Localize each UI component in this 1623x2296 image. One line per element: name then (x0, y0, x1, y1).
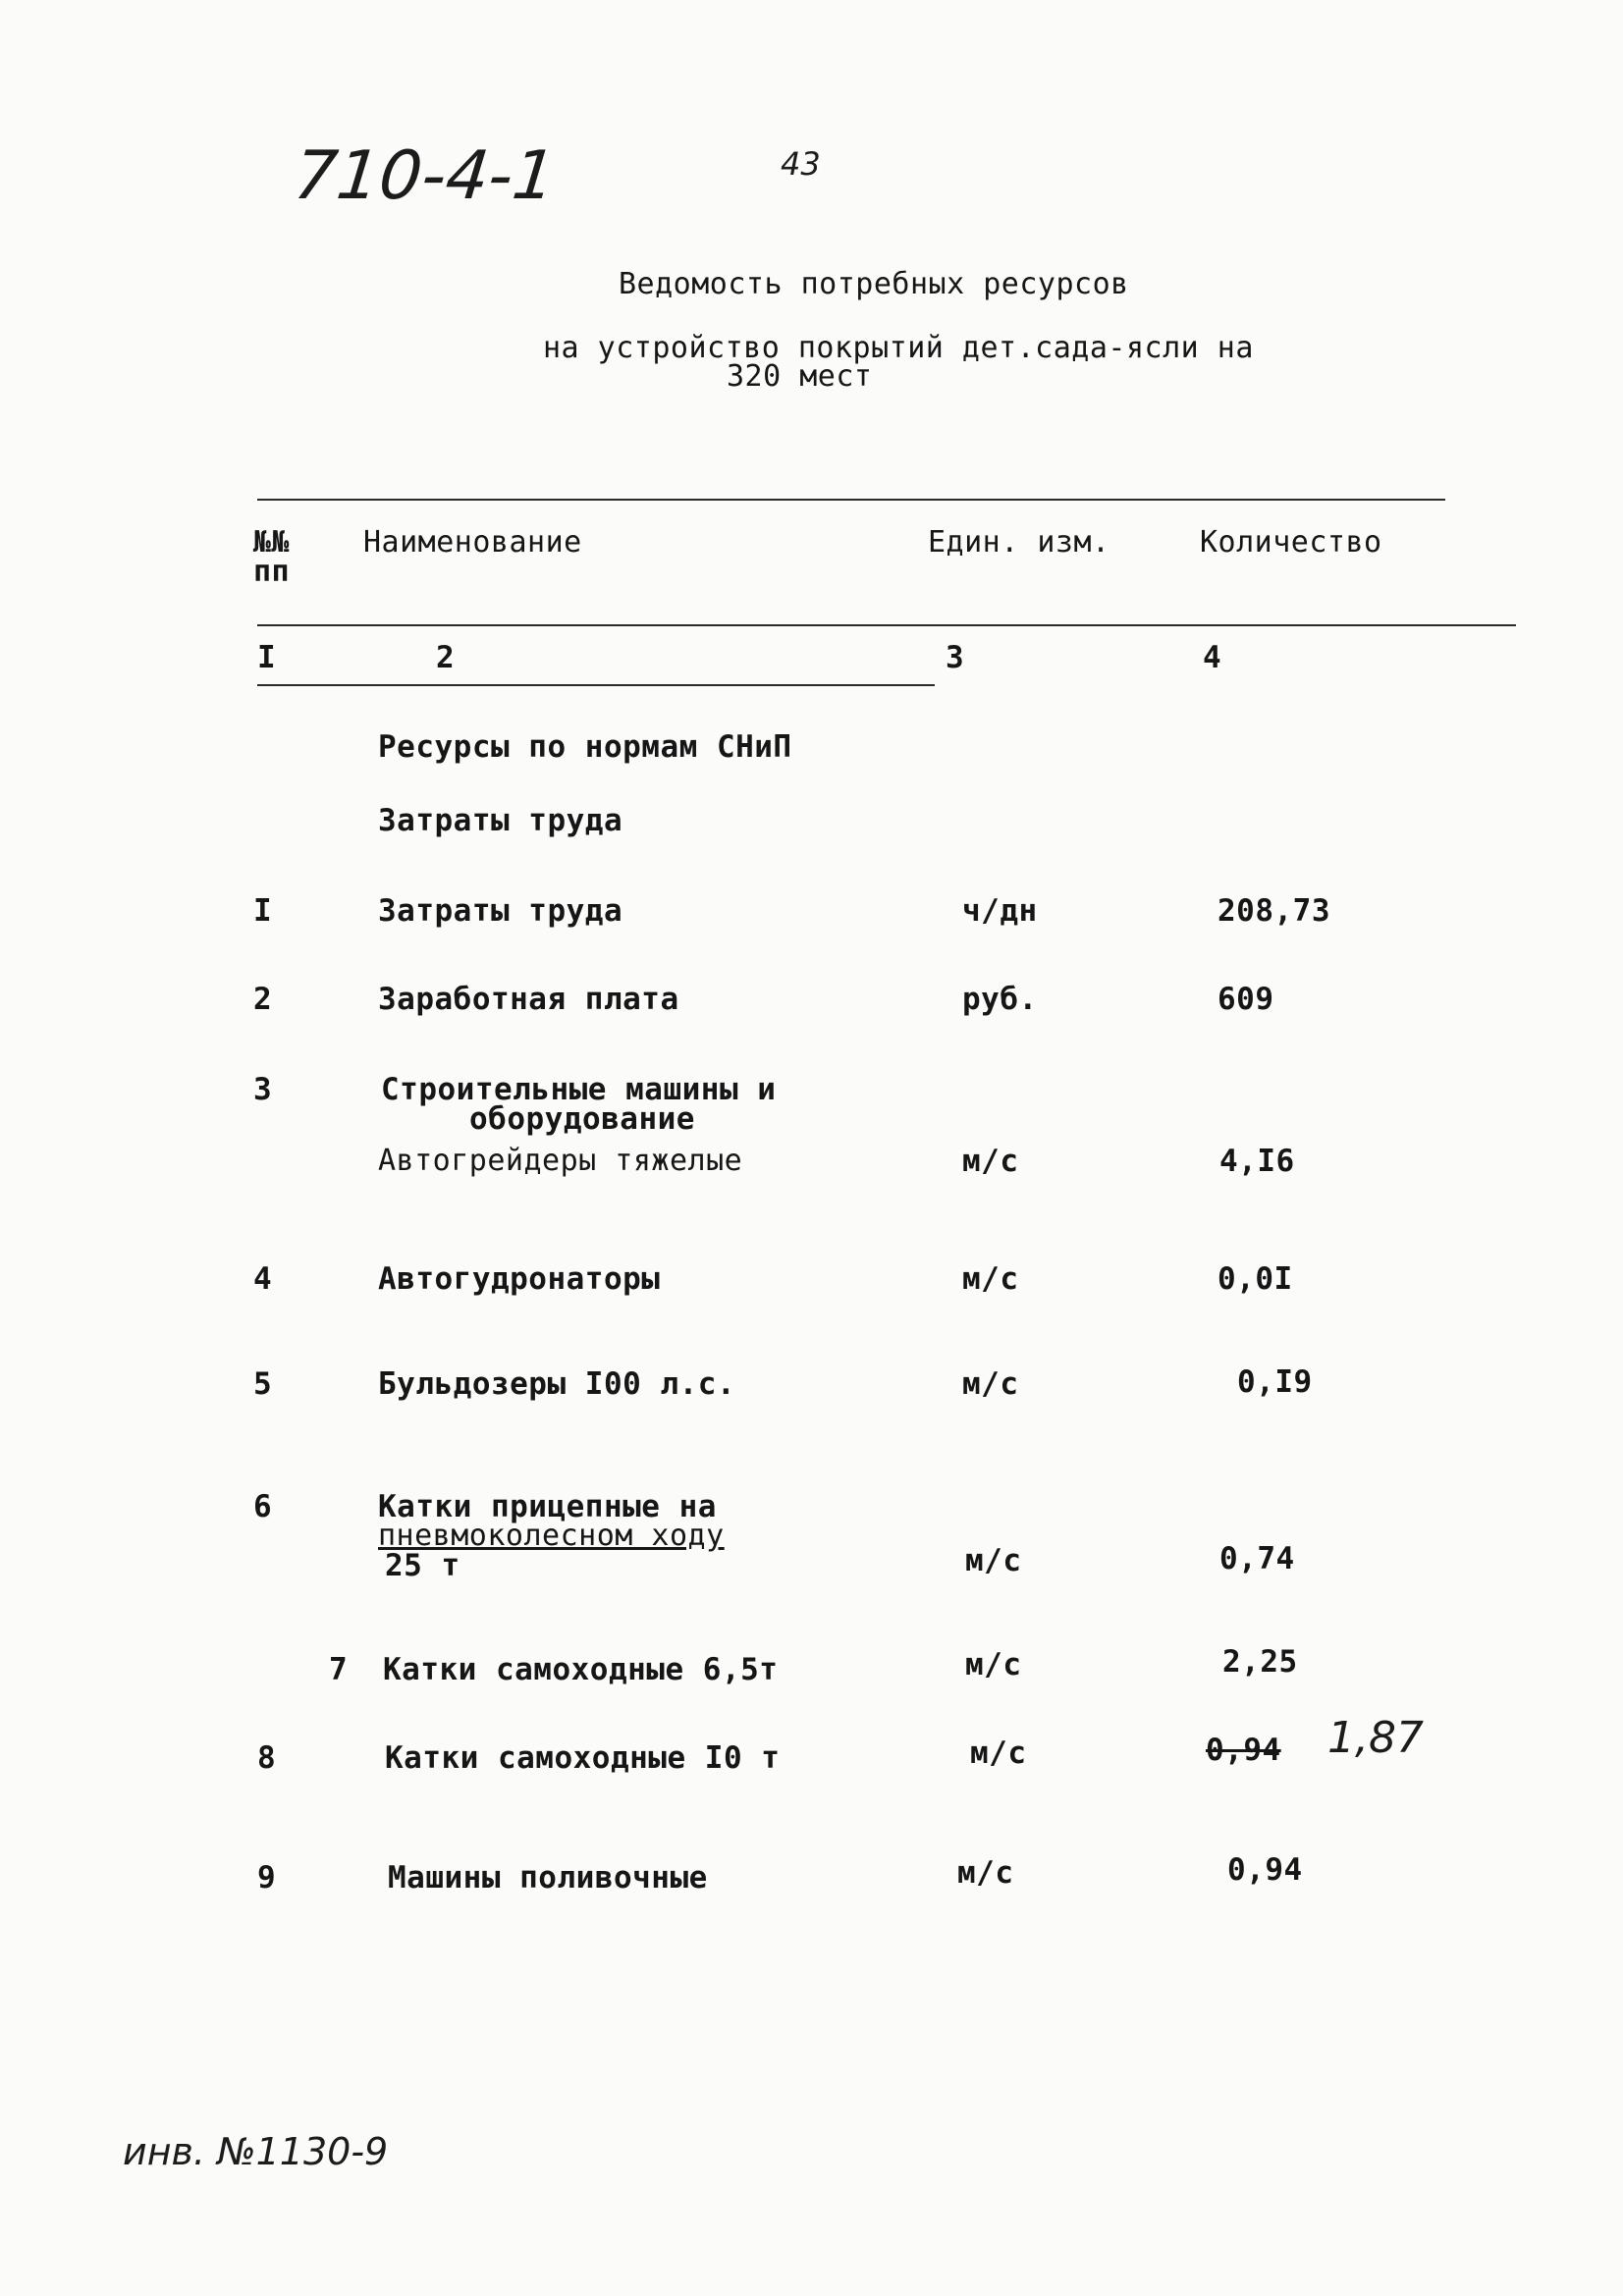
header-unit: Един. изм. (928, 525, 1110, 560)
section-labor: Затраты труда (378, 803, 623, 838)
row-1-qty: 208,73 (1217, 893, 1330, 929)
row-1-num: I (253, 893, 273, 929)
row-5-name: Бульдозеры I00 л.с. (378, 1366, 736, 1402)
col-number-1: I (257, 640, 277, 675)
row-7-unit: м/с (965, 1647, 1022, 1682)
header-num-line1: №№ (253, 525, 291, 560)
row-9-name: Машины поливочные (388, 1860, 708, 1896)
col-number-2: 2 (436, 640, 456, 675)
row-1-name: Затраты труда (378, 893, 623, 929)
row-8-name: Катки самоходные I0 т (385, 1740, 781, 1776)
row-3-name-line2: оборудование (469, 1101, 695, 1137)
inventory-note: инв. №1130-9 (123, 2130, 389, 2173)
row-2-num: 2 (253, 982, 273, 1017)
row-4-qty: 0,0I (1217, 1261, 1293, 1297)
row-4-num: 4 (253, 1261, 273, 1297)
header-bottom-rule (257, 624, 1516, 626)
row-5-qty: 0,I9 (1237, 1364, 1313, 1400)
col-numbers-rule (257, 684, 935, 686)
page-number: 43 (781, 145, 821, 183)
row-5-num: 5 (253, 1366, 273, 1402)
row-6-name-line2: пневмоколесном ходу (378, 1519, 725, 1553)
row-2-unit: руб. (962, 982, 1038, 1017)
row-4-name: Автогудронаторы (378, 1261, 661, 1297)
col-number-3: 3 (946, 640, 965, 675)
row-6-unit: м/с (965, 1543, 1022, 1578)
header-name: Наименование (363, 525, 582, 560)
row-8-num: 8 (257, 1740, 277, 1776)
document-code: 710-4-1 (290, 137, 560, 215)
row-8-qty-struck: 0,94 (1206, 1733, 1281, 1768)
row-2-name: Заработная плата (378, 982, 679, 1017)
header-num-line2: пп (253, 555, 291, 589)
row-6-num: 6 (253, 1489, 273, 1524)
row-7-name: Катки самоходные 6,5т (383, 1652, 779, 1687)
document-title: Ведомость потребных ресурсов (619, 267, 1129, 301)
section-resources: Ресурсы по нормам СНиП (378, 729, 792, 765)
header-qty: Количество (1200, 525, 1382, 560)
row-6-name-line3: 25 т (385, 1548, 460, 1583)
row-6-qty: 0,74 (1219, 1541, 1295, 1576)
table-top-rule (257, 499, 1445, 501)
row-1-unit: ч/дн (962, 893, 1038, 929)
row-9-qty: 0,94 (1227, 1852, 1303, 1888)
row-3a-unit: м/с (962, 1144, 1019, 1179)
row-3-name-line1: Строительные машины и (381, 1072, 777, 1107)
row-6-name-line1: Катки прицепные на (378, 1489, 717, 1524)
row-2-qty: 609 (1217, 982, 1274, 1017)
row-7-qty: 2,25 (1222, 1644, 1298, 1680)
row-9-num: 9 (257, 1860, 277, 1896)
row-4-unit: м/с (962, 1261, 1019, 1297)
row-3a-qty: 4,I6 (1219, 1144, 1295, 1179)
row-8-qty-handwritten: 1,87 (1327, 1713, 1424, 1763)
row-8-unit: м/с (970, 1735, 1027, 1771)
row-5-unit: м/с (962, 1366, 1019, 1402)
row-3-num: 3 (253, 1072, 273, 1107)
row-3a-name: Автогрейдеры тяжелые (378, 1144, 743, 1178)
document-subtitle-line2: 320 мест (727, 359, 873, 394)
col-number-4: 4 (1203, 640, 1222, 675)
document-subtitle-line1: на устройство покрытий дет.сада-ясли на (543, 331, 1254, 365)
row-7-num: 7 (329, 1652, 349, 1687)
row-9-unit: м/с (957, 1855, 1014, 1891)
